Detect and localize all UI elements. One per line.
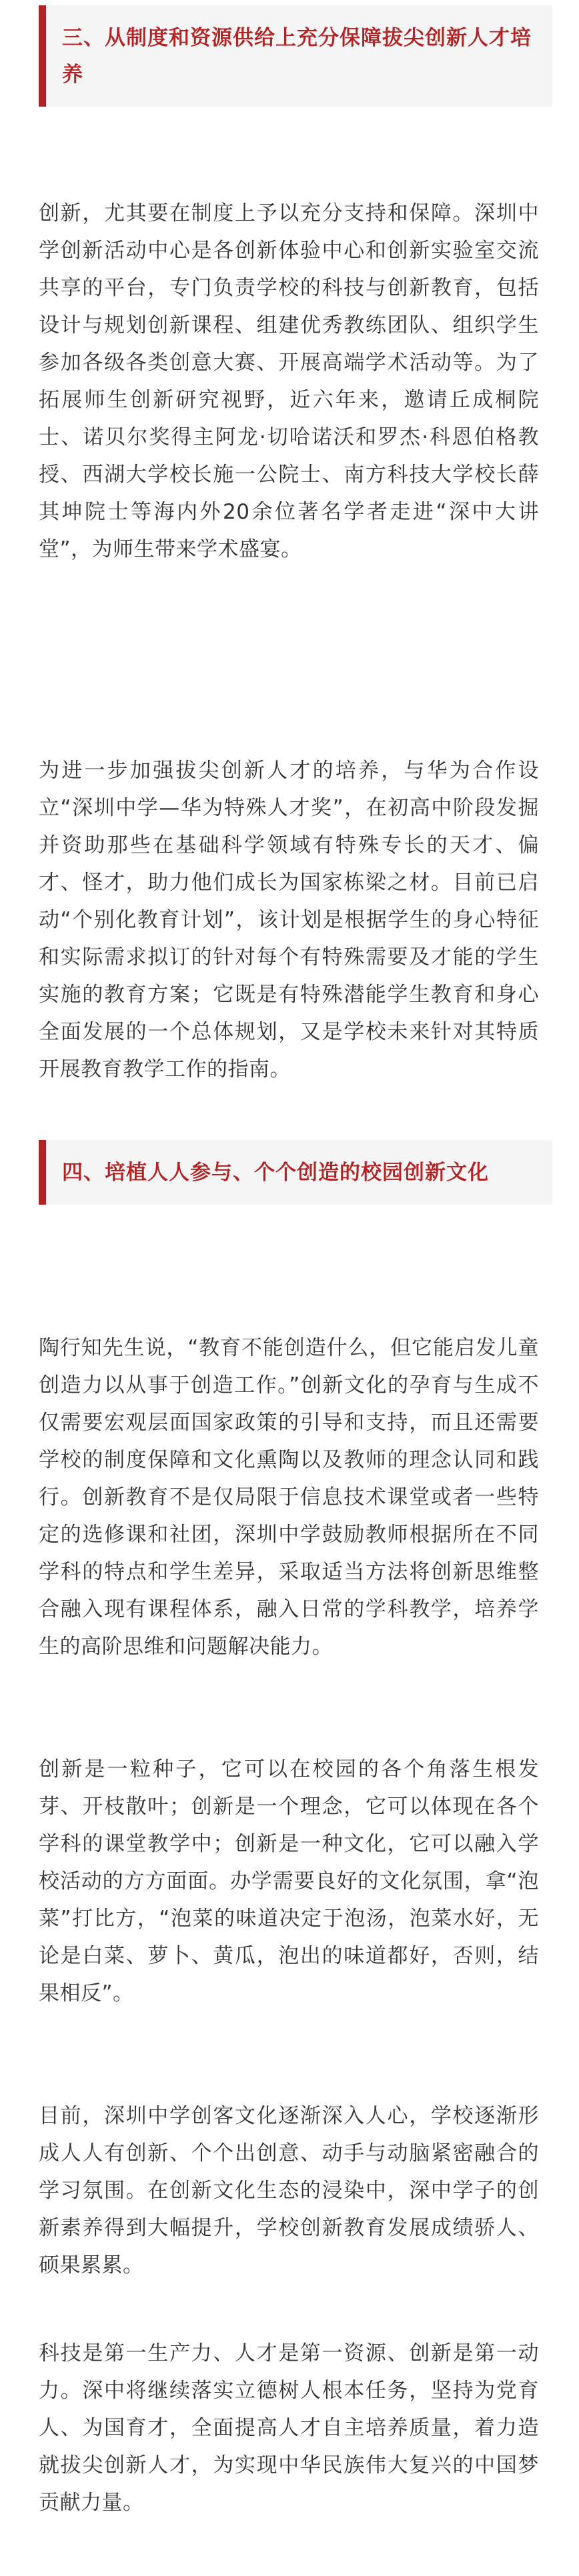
section-4-paragraph-2: 创新是一粒种子，它可以在校园的各个角落生根发芽、开枝散叶；创新是一个理念，它可以体现在各个学科的课堂教学中；创新是一种文化，它可以融入学校活动的方方面面。办学需要良好的文化氛围，拿“泡菜”打比方，“泡菜的味道决定于泡汤，泡菜水好，无论是白菜、萝卜、黄瓜，泡出的味道都好，否则，结果相反”。 bbox=[39, 1757, 539, 2005]
section-heading-3: 三、从制度和资源供给上充分保障拔尖创新人才培养 bbox=[39, 5, 552, 107]
section-4-paragraph-3: 目前，深圳中学创客文化逐渐深入人心，学校逐渐形成人人有创新、个个出创意、动手与动脑紧密融合的学习氛围。在创新文化生态的浸染中，深中学子的创新素养得到大幅提升，学校创新教育发展成绩骄人、硕果累累。 bbox=[39, 2104, 539, 2277]
section-4-paragraph-4: 科技是第一生产力、人才是第一资源、创新是第一动力。深中将继续落实立德树人根本任务，坚持为党育人、为国育才，全面提高人才自主培养质量，着力造就拔尖创新人才，为实现中华民族伟大复兴的中国梦贡献力量。 bbox=[39, 2341, 539, 2515]
section-4-paragraph-1: 陶行知先生说，“教育不能创造什么，但它能启发儿童创造力以从事于创造工作。”创新文化的孕育与生成不仅需要宏观层面国家政策的引导和支持，而且还需要学校的制度保障和文化熏陶以及教师的理念认同和践行。创新教育不是仅局限于信息技术课堂或者一些特定的选修课和社团，深圳中学鼓励教师根据所在不同学科的特点和学生差异，采取适当方法将创新思维整合融入现有课程体系，融入日常的学科教学，培养学生的高阶思维和问题解决能力。 bbox=[39, 1336, 539, 1659]
section-3-paragraph-1: 创新，尤其要在制度上予以充分支持和保障。深圳中学创新活动中心是各创新体验中心和创新实验室交流共享的平台，专门负责学校的科技与创新教育，包括设计与规划创新课程、组建优秀教练团队、组织学生参加各级各类创意大赛、开展高端学术活动等。为了拓展师生创新研究视野，近六年来，邀请丘成桐院士、诺贝尔奖得主阿龙·切哈诺沃和罗杰·科恩伯格教授、西湖大学校长施一公院士、南方科技大学校长薛其坤院士等海内外20余位著名学者走进“深中大讲堂”，为师生带来学术盛宴。 bbox=[39, 201, 539, 561]
section-3-paragraph-2: 为进一步加强拔尖创新人才的培养，与华为合作设立“深圳中学—华为特殊人才奖”，在初高中阶段发掘并资助那些在基础科学领域有特殊专长的天才、偏才、怪才，助力他们成长为国家栋梁之材。目前已启动“个别化教育计划”，该计划是根据学生的身心特征和实际需求拟订的针对每个有特殊需要及才能的学生实施的教育方案；它既是有特殊潜能学生教育和身心全面发展的一个总体规划，又是学校未来针对其特质开展教育教学工作的指南。 bbox=[39, 759, 539, 1081]
section-heading-4: 四、培植人人参与、个个创造的校园创新文化 bbox=[39, 1140, 552, 1205]
